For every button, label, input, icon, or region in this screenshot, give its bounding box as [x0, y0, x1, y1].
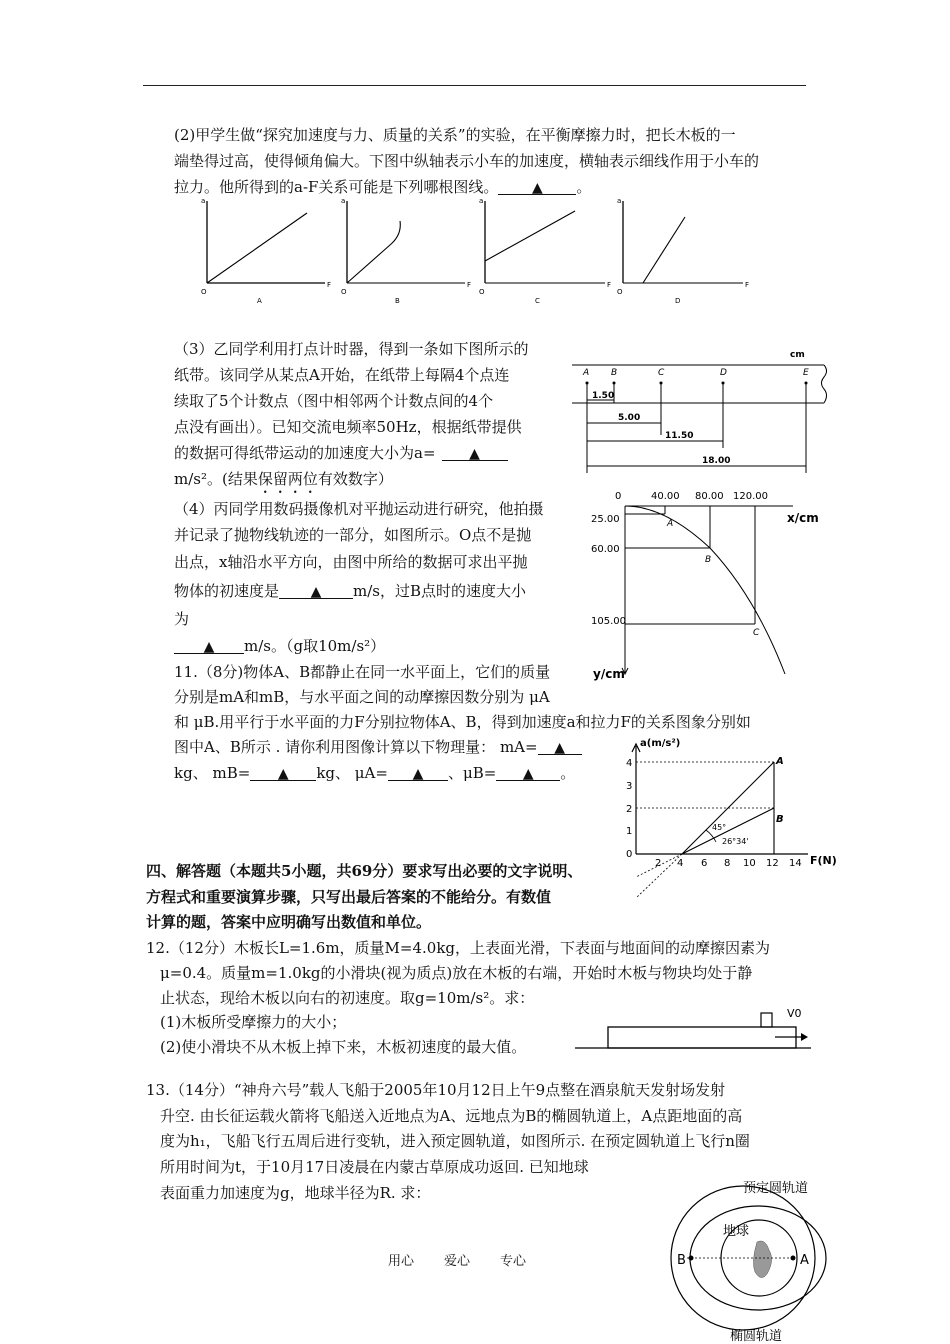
svg-text:A: A — [257, 297, 262, 305]
svg-text:F: F — [745, 281, 750, 289]
orbit-diagram — [665, 1172, 845, 1342]
graph-c — [479, 197, 611, 305]
svg-text:C: C — [753, 628, 760, 638]
svg-text:E: E — [803, 368, 809, 378]
svg-text:cm: cm — [790, 350, 805, 360]
svg-text:4: 4 — [677, 858, 684, 869]
svg-text:B: B — [677, 1253, 686, 1268]
slider-block — [761, 1013, 772, 1027]
svg-text:F: F — [467, 281, 472, 289]
board — [608, 1027, 796, 1048]
svg-text:O: O — [479, 288, 485, 296]
q13-line3: 度为h₁，飞船飞行五周后进行变轨，进入预定圆轨道，如图所示. 在预定圆轨道上飞行n圈 — [160, 1132, 750, 1150]
svg-text:25.00: 25.00 — [591, 514, 620, 525]
svg-text:60.00: 60.00 — [591, 544, 620, 555]
q10-p3-line3: 续取了5个计数点（图中相邻两个计数点间的4个 — [174, 392, 494, 410]
svg-text:4: 4 — [626, 758, 633, 769]
svg-text:F: F — [607, 281, 612, 289]
svg-text:12: 12 — [766, 858, 779, 869]
svg-text:V0: V0 — [787, 1007, 802, 1020]
q10-p4-line2: 并记录了抛物线轨迹的一部分，如图所示。O点不是抛 — [174, 526, 532, 544]
svg-text:D: D — [720, 368, 727, 378]
mB-blank[interactable]: ▲ — [250, 764, 316, 781]
footer: 用心 爱心 专心 — [388, 1254, 527, 1269]
answer-blank[interactable]: ▲ — [174, 637, 244, 654]
q12-line1: 12.（12分）木板长L=1.6m，质量M=4.0kg，上表面光滑，下表面与地面间的动摩擦因素为 — [146, 939, 771, 957]
q10-p2-line3: 拉力。他所得到的a-F关系可能是下列哪根图线。 ▲ 。 — [174, 178, 592, 196]
svg-text:O: O — [201, 288, 207, 296]
svg-text:B: B — [395, 297, 400, 305]
q10-p3-line2: 纸带。该同学从某点A开始，在纸带上每隔4个点连 — [174, 366, 510, 384]
paper-tape — [572, 345, 832, 475]
q12-line3: 止状态，现给木板以向右的初速度。取g=10m/s²。求： — [160, 989, 535, 1007]
line-d — [643, 217, 685, 283]
q11-line1: 11.（8分)物体A、B都静止在同一水平面上，它们的质量 — [174, 663, 551, 681]
muB-blank[interactable]: ▲ — [496, 764, 560, 781]
svg-text:预定圆轨道: 预定圆轨道 — [743, 1181, 809, 1196]
svg-text:5.00: 5.00 — [618, 413, 641, 423]
svg-text:A: A — [800, 1253, 809, 1268]
svg-text:1.50: 1.50 — [592, 391, 615, 401]
q10-p3-line4: 点没有画出）。已知交流电频率50Hz，根据纸带提供 — [174, 418, 522, 436]
line-c — [485, 211, 575, 261]
header-rule — [143, 85, 806, 86]
svg-text:B: B — [705, 555, 712, 565]
q11-line3: 和 μB.用平行于水平面的力F分别拉物体A、B，得到加速度a和拉力F的关系图象分别如 — [174, 713, 751, 731]
q10-p3-line1: （3）乙同学利用打点计时器，得到一条如下图所示的 — [174, 340, 529, 358]
section4-line2: 方程式和重要演算步骤，只写出最后答案的不能给分。有数值 — [146, 888, 552, 906]
svg-text:26°34': 26°34' — [722, 837, 749, 846]
svg-text:3: 3 — [626, 781, 633, 792]
svg-text:45°: 45° — [712, 823, 727, 832]
q11-line4: 图中A、B所示 . 请你利用图像计算以下物理量： mA= ▲ — [174, 738, 582, 756]
af-graphs — [195, 195, 750, 315]
svg-text:x/cm: x/cm — [787, 511, 819, 525]
svg-text:8: 8 — [724, 858, 731, 869]
svg-text:1: 1 — [626, 826, 633, 837]
section4-line3: 计算的题，答案中应明确写出数值和单位。 — [146, 913, 432, 931]
q11-af-chart — [618, 732, 848, 902]
graph-b — [341, 197, 471, 305]
q10-p3-line5: 的数据可得纸带运动的加速度大小为a= ▲ — [174, 444, 508, 462]
svg-text:a: a — [479, 197, 484, 205]
svg-text:a: a — [341, 197, 346, 205]
svg-text:105.00: 105.00 — [591, 616, 626, 627]
svg-text:B: B — [611, 368, 618, 378]
svg-text:F: F — [327, 281, 332, 289]
board-diagram — [575, 1005, 815, 1055]
q10-p4-line6: ▲ m/s。（g取10m/s²） — [174, 637, 385, 655]
svg-text:10: 10 — [743, 858, 756, 869]
svg-text:a: a — [617, 197, 622, 205]
svg-text:A: A — [776, 756, 784, 767]
q13-line4: 所用时间为t，于10月17日凌晨在内蒙古草原成功返回. 已知地球 — [160, 1158, 589, 1176]
answer-blank[interactable]: ▲ — [442, 444, 508, 461]
svg-text:D: D — [675, 297, 681, 305]
q13-line1: 13.（14分）“神舟六号”载人飞船于2005年10月12日上午9点整在酒泉航天发射场发射 — [146, 1081, 726, 1099]
svg-text:11.50: 11.50 — [665, 431, 694, 441]
q12-line2: μ=0.4。质量m=1.0kg的小滑块(视为质点)放在木板的右端，开始时木板与物块均处于静 — [160, 964, 753, 982]
q10-p3-line6: m/s²。(结果保留两位有效数字） — [174, 470, 393, 488]
svg-text:A: A — [583, 368, 590, 378]
svg-text:18.00: 18.00 — [702, 456, 731, 466]
graph-a — [201, 197, 331, 305]
svg-text:2: 2 — [655, 858, 662, 869]
q11-line5: kg、 mB= ▲ kg、 μA= ▲ 、μB= ▲ 。 — [174, 764, 576, 782]
svg-text:O: O — [341, 288, 347, 296]
svg-text:6: 6 — [701, 858, 708, 869]
svg-text:a: a — [201, 197, 206, 205]
line-b — [347, 221, 400, 283]
svg-text:a(m/s²): a(m/s²) — [640, 738, 681, 749]
q10-p2-line2: 端垫得过高，使得倾角偏大。下图中纵轴表示小车的加速度，横轴表示细线作用于小车的 — [174, 152, 760, 170]
svg-text:地球: 地球 — [723, 1224, 750, 1239]
svg-text:C: C — [658, 368, 665, 378]
svg-text:40.00: 40.00 — [651, 491, 680, 502]
svg-text:0: 0 — [615, 491, 622, 502]
svg-text:14: 14 — [789, 858, 802, 869]
svg-text:80.00: 80.00 — [695, 491, 724, 502]
mA-blank[interactable]: ▲ — [538, 738, 582, 755]
svg-text:A: A — [667, 519, 674, 529]
svg-text:y/cm: y/cm — [593, 667, 625, 681]
q10-p4-line4: 物体的初速度是 ▲ m/s，过B点时的速度大小 — [174, 582, 527, 600]
q11-line2: 分别是mA和mB，与水平面之间的动摩擦因数分别为 μA — [174, 688, 550, 706]
q13-line2: 升空. 由长征运载火箭将飞船送入近地点为A、远地点为B的椭圆轨道上，A点距地面的高 — [160, 1107, 743, 1125]
answer-blank[interactable]: ▲ — [498, 178, 576, 195]
trajectory-graph — [585, 488, 825, 688]
svg-text:B: B — [776, 814, 784, 825]
section4-line1: 四、解答题（本题共5小题，共69分）要求写出必要的文字说明、 — [146, 862, 583, 880]
muA-blank[interactable]: ▲ — [388, 764, 448, 781]
svg-text:F(N): F(N) — [810, 854, 837, 867]
line-b-plot — [682, 808, 774, 854]
q12-line4: (1)木板所受摩擦力的大小； — [160, 1013, 347, 1031]
svg-text:O: O — [617, 288, 623, 296]
q10-p4-line3: 出点，x轴沿水平方向，由图中所给的数据可求出平抛 — [174, 553, 528, 571]
line-a — [207, 213, 307, 283]
graph-d — [617, 197, 749, 305]
q10-p4-line1: （4）丙同学用数码摄像机对平抛运动进行研究，他拍摄 — [174, 500, 544, 518]
q13-line5: 表面重力加速度为g，地球半径为R. 求： — [160, 1184, 431, 1202]
svg-text:C: C — [535, 297, 540, 305]
svg-text:椭圆轨道: 椭圆轨道 — [730, 1329, 783, 1344]
answer-blank[interactable]: ▲ — [279, 582, 353, 599]
q10-p4-line5: 为 — [174, 610, 190, 628]
q10-p2-line1: (2)甲学生做“探究加速度与力、质量的关系”的实验，在平衡摩擦力时，把长木板的一 — [174, 126, 736, 144]
svg-text:0: 0 — [626, 849, 633, 860]
svg-text:2: 2 — [626, 804, 633, 815]
svg-text:120.00: 120.00 — [733, 491, 768, 502]
q12-line5: (2)使小滑块不从木板上掉下来，木板初速度的最大值。 — [160, 1038, 527, 1056]
